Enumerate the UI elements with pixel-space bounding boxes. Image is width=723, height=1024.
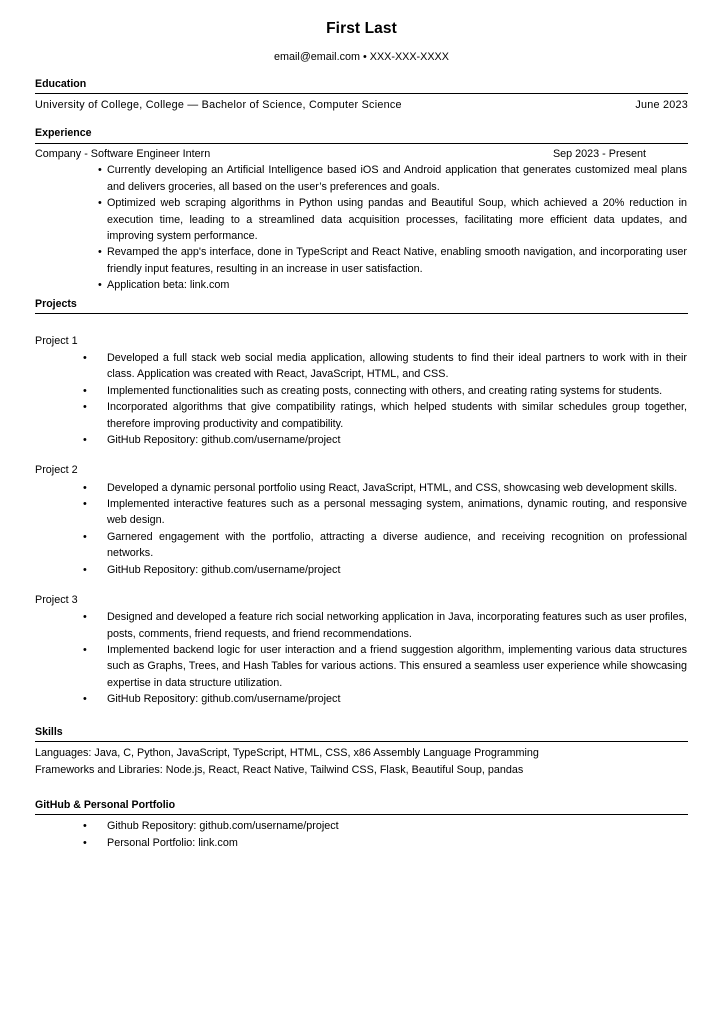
section-title-experience: Experience [35, 127, 92, 140]
bullet-icon: • [83, 644, 87, 657]
skills-frameworks: Frameworks and Libraries: Node.js, React, React Native, Tailwind CSS, Flask, Beautiful Soup, pandas [35, 764, 524, 777]
spacer [35, 317, 688, 333]
project-entry [35, 462, 688, 578]
list-item [35, 432, 688, 448]
list-item [35, 691, 688, 707]
education-date: June 2023 [635, 98, 688, 111]
project-entry [35, 333, 688, 449]
section-portfolio [35, 799, 688, 851]
list-item-text: Designed and developed a feature rich social networking application in Java, incorporating features such as user profiles, posts, comments, friend requests, and friend recommendations. [107, 611, 687, 640]
list-item [35, 195, 688, 244]
section-divider-skills [35, 741, 688, 742]
list-item [35, 244, 688, 277]
list-item-text: GitHub Repository: github.com/username/project [107, 563, 341, 576]
project-bullet-list [35, 480, 688, 578]
list-item-text: Application beta: link.com [107, 279, 230, 292]
list-item [35, 562, 688, 578]
spacer [35, 448, 688, 462]
list-item [35, 642, 688, 691]
experience-date: Sep 2023 - Present [552, 147, 646, 160]
section-title-education: Education [35, 77, 87, 90]
list-item [35, 162, 688, 195]
project-entry [35, 592, 688, 708]
section-skills [35, 726, 688, 780]
bullet-icon: • [83, 401, 87, 414]
list-item-text: Implemented functionalities such as creating posts, connecting with others, and creating rating systems for students. [107, 384, 663, 397]
list-item-text: Incorporated algorithms that give compatibility ratings, which helped students with similar schedules group together, therefore improving productivity and compatibility. [107, 401, 687, 430]
portfolio-bullet-list [35, 818, 688, 851]
list-item [35, 277, 688, 293]
list-item [35, 383, 688, 399]
list-item [35, 496, 688, 529]
contact-line: email@email.com • XXX-XXX-XXXX [274, 50, 449, 63]
education-entry-row [35, 97, 688, 114]
bullet-icon: • [83, 498, 87, 510]
section-divider-portfolio [35, 814, 688, 815]
list-item-text: Implemented interactive features such as a personal messaging system, animations, dynamic routing, and responsive web design. [107, 498, 687, 527]
list-item [35, 835, 688, 851]
section-title-skills: Skills [35, 725, 63, 738]
bullet-icon: • [83, 384, 87, 397]
project-bullet-list [35, 609, 688, 707]
page-title: First Last [326, 20, 397, 37]
experience-bullet-list [35, 162, 688, 293]
spacer [35, 578, 688, 592]
list-item-text: GitHub Repository: github.com/username/project [107, 434, 341, 446]
bullet-icon: • [83, 434, 87, 446]
list-item-text: Currently developing an Artificial Intelligence based iOS and Android application that generates customized meal plans and delivers groceries, all based on the user’s preferences and goals. [107, 164, 687, 193]
project-title: Project 3 [35, 594, 78, 607]
bullet-icon: • [83, 351, 87, 364]
list-item [35, 818, 688, 834]
list-item-text: Revamped the app's interface, done in TypeScript and React Native, enabling smooth navigation, and incorporating user friendly input features, resulting in an increase in user satisfaction. [107, 246, 687, 275]
section-title-projects: Projects [35, 297, 77, 310]
experience-entry-row [35, 147, 688, 163]
bullet-icon: • [83, 820, 87, 833]
bullet-icon: • [83, 693, 87, 706]
project-title: Project 2 [35, 464, 78, 477]
section-projects [35, 298, 688, 708]
resume-header [35, 0, 688, 64]
section-title-portfolio: GitHub & Personal Portfolio [35, 798, 176, 811]
list-item-text: Garnered engagement with the portfolio, attracting a diverse audience, and receiving recognition on professional networks. [107, 530, 687, 560]
project-bullet-list [35, 350, 688, 448]
project-title: Project 1 [35, 334, 78, 347]
list-item-text: Developed a full stack web social media application, allowing students to find their ideal partners to work with in their class. Application was created with React, JavaScript, HTML, and CSS. [107, 351, 687, 381]
list-item [35, 399, 688, 432]
bullet-icon: • [83, 611, 87, 624]
section-education [35, 78, 688, 114]
list-item [35, 480, 688, 496]
list-item-text: Developed a dynamic personal portfolio using React, JavaScript, HTML, and CSS, showcasing web development skills. [107, 481, 678, 494]
list-item-text: Github Repository: github.com/username/project [107, 820, 339, 833]
bullet-icon: • [98, 246, 102, 259]
bullet-icon: • [98, 197, 102, 210]
list-item [35, 529, 688, 562]
bullet-icon: • [83, 563, 87, 576]
section-divider-education [35, 93, 688, 94]
bullet-icon: • [83, 530, 87, 543]
section-divider-experience [35, 143, 688, 144]
section-experience [35, 127, 688, 293]
list-item [35, 609, 688, 642]
list-item-text: Personal Portfolio: link.com [107, 836, 238, 849]
list-item-text: Optimized web scraping algorithms in Python using pandas and Beautiful Soup, which achieved a 20% reduction in execution time, leading to a streamlined data acquisition processes, facilitating more efficient data updates, and improving system performance. [107, 197, 687, 242]
bullet-icon: • [98, 164, 102, 177]
experience-role: Company - Software Engineer Intern [35, 147, 211, 160]
list-item-text: Implemented backend logic for user interaction and a friend suggestion algorithm, implementing various data structures such as Graphs, Trees, and Hash Tables for various actions. This ensured a seamless user experience while showcasing expertise in data structure utilization. [107, 644, 687, 689]
section-divider-projects [35, 313, 688, 314]
bullet-icon: • [83, 836, 87, 849]
bullet-icon: • [83, 481, 87, 494]
list-item [35, 350, 688, 383]
bullet-icon: • [98, 279, 102, 292]
skills-languages: Languages: Java, C, Python, JavaScript, TypeScript, HTML, CSS, x86 Assembly Language Programming [35, 746, 539, 759]
list-item-text: GitHub Repository: github.com/username/project [107, 693, 341, 706]
education-entry: University of College, College — Bachelor of Science, Computer Science [35, 98, 402, 111]
